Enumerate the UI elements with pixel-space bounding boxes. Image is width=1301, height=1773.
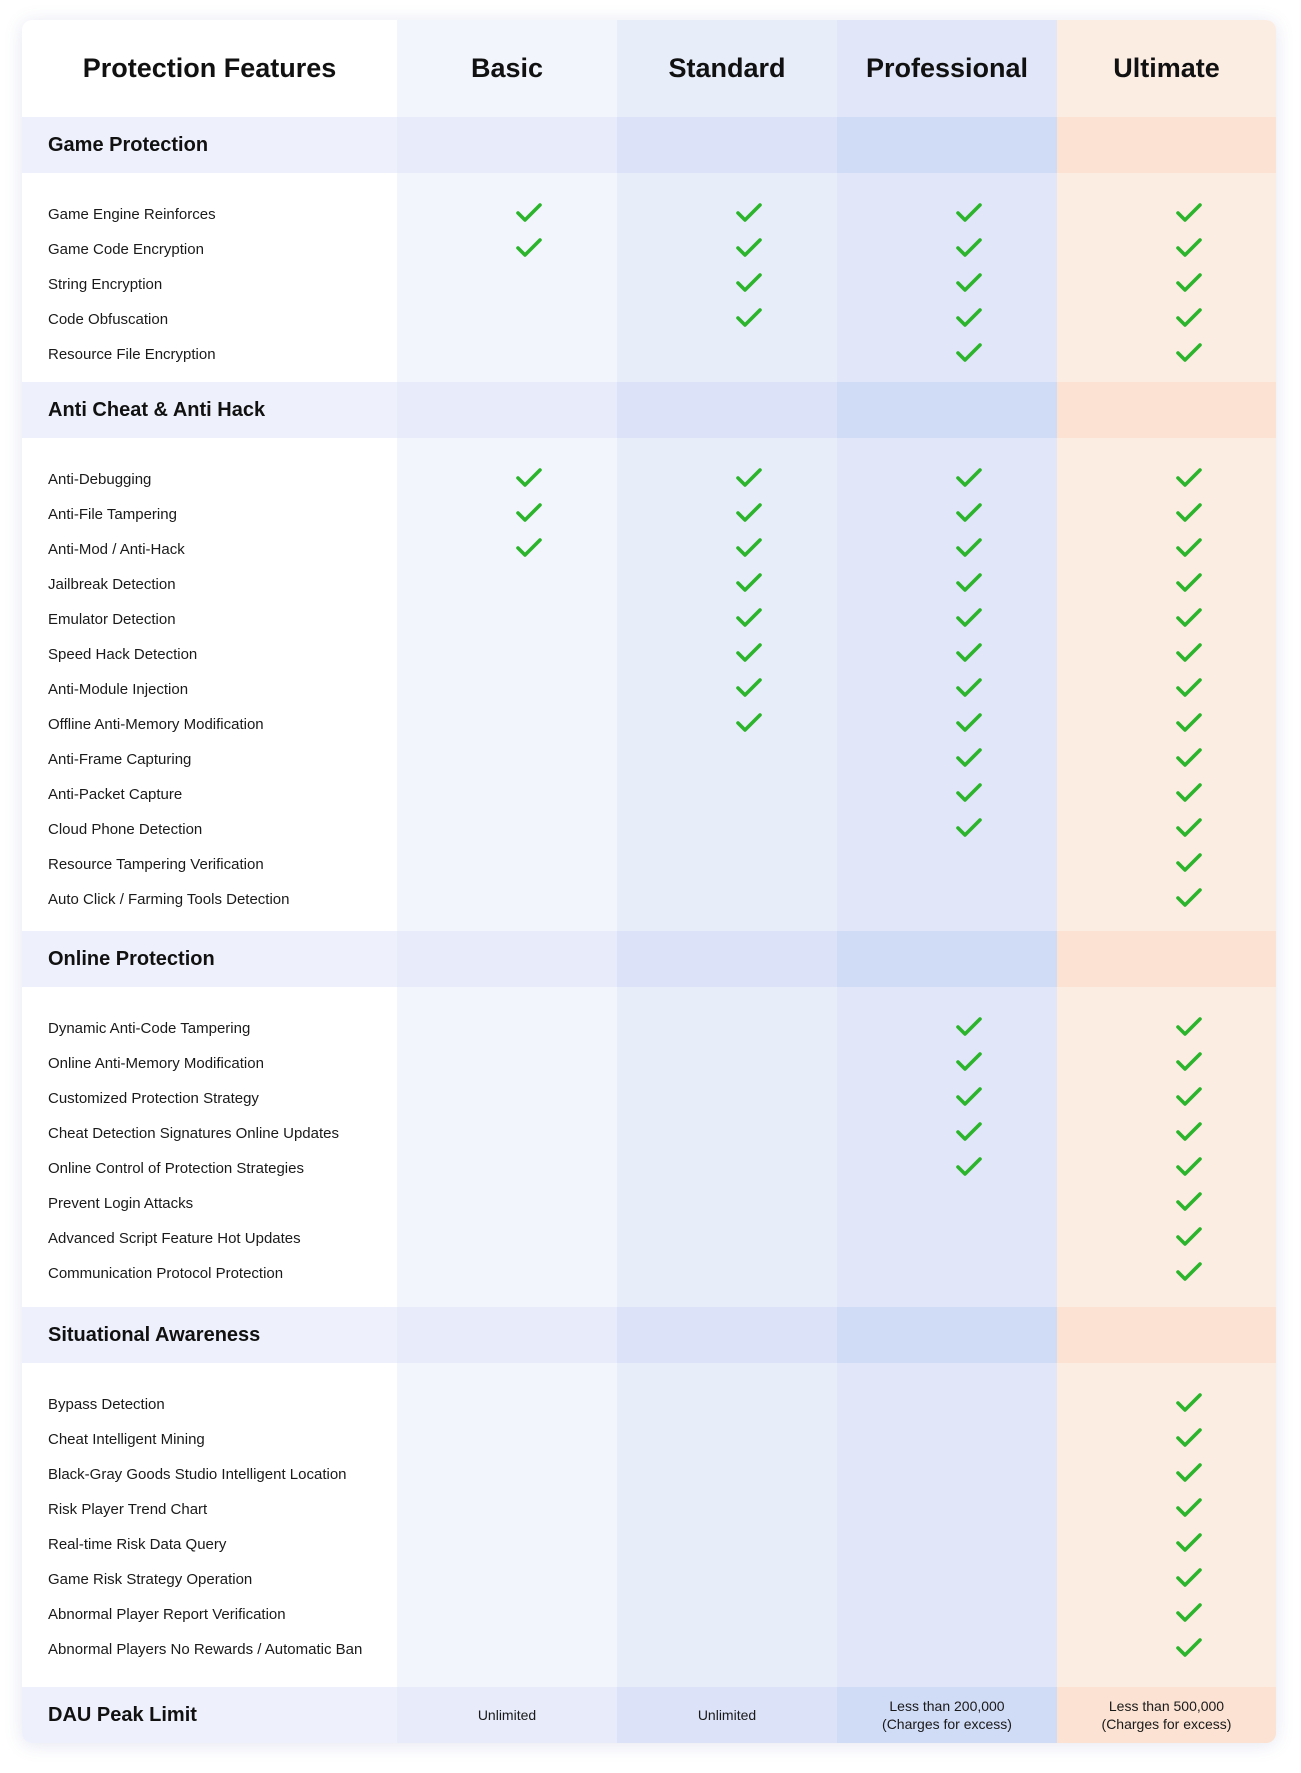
feature-label: Anti-File Tampering: [48, 506, 177, 523]
checkmark-icon-standard: [736, 642, 762, 664]
checkmark-icon-ultimate: [1176, 712, 1202, 734]
feature-row: [22, 742, 1276, 777]
checkmark-icon-standard: [736, 712, 762, 734]
checkmark-icon-ultimate: [1176, 852, 1202, 874]
checkmark-icon-professional: [956, 747, 982, 769]
checkmark-icon-professional: [956, 677, 982, 699]
feature-row: [22, 497, 1276, 532]
checkmark-icon-professional: [956, 502, 982, 524]
checkmark-icon-professional: [956, 1086, 982, 1108]
checkmark-icon-ultimate: [1176, 1602, 1202, 1624]
feature-row: [22, 462, 1276, 497]
checkmark-icon-standard: [736, 537, 762, 559]
checkmark-icon-ultimate: [1176, 1156, 1202, 1178]
feature-row: [22, 1492, 1276, 1527]
feature-row: [22, 1527, 1276, 1562]
feature-row: [22, 197, 1276, 232]
checkmark-icon-basic: [516, 237, 542, 259]
checkmark-icon-ultimate: [1176, 677, 1202, 699]
section-header-anti-cheat-anti-hack: [22, 382, 1276, 438]
feature-row: [22, 1221, 1276, 1256]
feature-row: [22, 567, 1276, 602]
feature-label: Black-Gray Goods Studio Intelligent Location: [48, 1466, 347, 1483]
section-title: Game Protection: [48, 133, 209, 156]
checkmark-icon-ultimate: [1176, 307, 1202, 329]
feature-row: [22, 1422, 1276, 1457]
checkmark-icon-ultimate: [1176, 1121, 1202, 1143]
checkmark-icon-ultimate: [1176, 1497, 1202, 1519]
feature-row: [22, 637, 1276, 672]
checkmark-icon-ultimate: [1176, 572, 1202, 594]
checkmark-icon-ultimate: [1176, 1086, 1202, 1108]
feature-row: [22, 1387, 1276, 1422]
header-protection-features: Protection Features: [82, 53, 337, 83]
checkmark-icon-ultimate: [1176, 467, 1202, 489]
checkmark-icon-ultimate: [1176, 1226, 1202, 1248]
feature-label: Resource Tampering Verification: [48, 856, 264, 873]
feature-label: Real-time Risk Data Query: [48, 1536, 227, 1553]
checkmark-icon-standard: [736, 502, 762, 524]
dau-professional-line1: Less than 200,000: [889, 1698, 1005, 1714]
feature-label: Risk Player Trend Chart: [48, 1501, 208, 1518]
feature-label: Communication Protocol Protection: [48, 1265, 284, 1282]
header-plan-standard: Standard: [668, 53, 786, 83]
checkmark-icon-professional: [956, 1016, 982, 1038]
checkmark-icon-standard: [736, 607, 762, 629]
feature-row: [22, 602, 1276, 637]
feature-label: Prevent Login Attacks: [48, 1195, 194, 1212]
checkmark-icon-professional: [956, 537, 982, 559]
feature-row: [22, 1186, 1276, 1221]
feature-label: Anti-Packet Capture: [48, 786, 183, 803]
dau-basic-line1: Unlimited: [477, 1707, 537, 1723]
feature-label: Jailbreak Detection: [48, 576, 176, 593]
feature-label: Abnormal Players No Rewards / Automatic Ban: [48, 1641, 363, 1658]
feature-row: [22, 302, 1276, 337]
section-header-online-protection: [22, 931, 1276, 987]
checkmark-icon-standard: [736, 272, 762, 294]
checkmark-icon-standard: [736, 467, 762, 489]
checkmark-icon-ultimate: [1176, 342, 1202, 364]
checkmark-icon-ultimate: [1176, 202, 1202, 224]
checkmark-icon-professional: [956, 712, 982, 734]
section-title: Situational Awareness: [48, 1323, 261, 1346]
feature-row: [22, 1457, 1276, 1492]
feature-label: Anti-Mod / Anti-Hack: [48, 541, 185, 558]
feature-label: Emulator Detection: [48, 611, 176, 628]
checkmark-icon-ultimate: [1176, 1462, 1202, 1484]
section-header-game-protection: [22, 117, 1276, 173]
header-plan-ultimate: Ultimate: [1113, 53, 1220, 83]
feature-label: Advanced Script Feature Hot Updates: [48, 1230, 301, 1247]
checkmark-icon-ultimate: [1176, 502, 1202, 524]
checkmark-icon-professional: [956, 342, 982, 364]
checkmark-icon-professional: [956, 782, 982, 804]
checkmark-icon-professional: [956, 642, 982, 664]
checkmark-icon-standard: [736, 237, 762, 259]
checkmark-icon-professional: [956, 272, 982, 294]
dau-professional: [837, 1687, 1057, 1743]
dau-professional-line2: (Charges for excess): [882, 1716, 1012, 1732]
checkmark-icon-basic: [516, 202, 542, 224]
feature-row: [22, 847, 1276, 882]
checkmark-icon-ultimate: [1176, 537, 1202, 559]
feature-row: [22, 232, 1276, 267]
checkmark-icon-ultimate: [1176, 1016, 1202, 1038]
feature-row: [22, 777, 1276, 812]
checkmark-icon-ultimate: [1176, 887, 1202, 909]
feature-label: Speed Hack Detection: [48, 646, 198, 663]
feature-label: Anti-Frame Capturing: [48, 751, 192, 768]
feature-row: [22, 1081, 1276, 1116]
feature-label: Offline Anti-Memory Modification: [48, 716, 264, 733]
checkmark-icon-professional: [956, 1121, 982, 1143]
feature-label: Cheat Detection Signatures Online Updates: [48, 1125, 340, 1142]
checkmark-icon-standard: [736, 572, 762, 594]
feature-row: [22, 882, 1276, 917]
checkmark-icon-professional: [956, 467, 982, 489]
checkmark-icon-professional: [956, 202, 982, 224]
feature-label: Customized Protection Strategy: [48, 1090, 259, 1107]
section-title: Anti Cheat & Anti Hack: [48, 398, 266, 421]
feature-row: [22, 1562, 1276, 1597]
feature-label: Cloud Phone Detection: [48, 821, 203, 838]
checkmark-icon-ultimate: [1176, 1191, 1202, 1213]
dau-ultimate-line1: Less than 500,000: [1108, 1698, 1225, 1714]
feature-row: [22, 337, 1276, 372]
checkmark-icon-standard: [736, 307, 762, 329]
feature-label: Abnormal Player Report Verification: [48, 1606, 286, 1623]
feature-row: [22, 812, 1276, 847]
feature-row: [22, 1597, 1276, 1632]
checkmark-icon-ultimate: [1176, 1567, 1202, 1589]
feature-row: [22, 1011, 1276, 1046]
checkmark-icon-ultimate: [1176, 237, 1202, 259]
feature-row: [22, 1151, 1276, 1186]
checkmark-icon-ultimate: [1176, 1427, 1202, 1449]
checkmark-icon-basic: [516, 537, 542, 559]
feature-row: [22, 1116, 1276, 1151]
feature-label: String Encryption: [48, 276, 163, 293]
dau-basic: [397, 1687, 617, 1743]
checkmark-icon-ultimate: [1176, 1261, 1202, 1283]
checkmark-icon-ultimate: [1176, 1051, 1202, 1073]
dau-standard-line1: Unlimited: [697, 1707, 757, 1723]
section-title: Online Protection: [48, 947, 215, 970]
feature-row: [22, 1632, 1276, 1667]
checkmark-icon-ultimate: [1176, 782, 1202, 804]
header-plan-basic: Basic: [470, 53, 544, 83]
checkmark-icon-professional: [956, 307, 982, 329]
section-header-situational-awareness: [22, 1307, 1276, 1363]
checkmark-icon-professional: [956, 607, 982, 629]
feature-row: [22, 532, 1276, 567]
checkmark-icon-ultimate: [1176, 1392, 1202, 1414]
feature-label: Online Control of Protection Strategies: [48, 1160, 304, 1177]
feature-label: Auto Click / Farming Tools Detection: [48, 891, 290, 908]
dau-standard: [617, 1687, 837, 1743]
feature-row: [22, 1256, 1276, 1291]
checkmark-icon-ultimate: [1176, 817, 1202, 839]
checkmark-icon-professional: [956, 237, 982, 259]
feature-label: Game Risk Strategy Operation: [48, 1571, 253, 1588]
feature-row: [22, 267, 1276, 302]
feature-label: Cheat Intelligent Mining: [48, 1431, 205, 1448]
feature-label: Anti-Debugging: [48, 471, 152, 488]
feature-row: [22, 672, 1276, 707]
feature-label: Resource File Encryption: [48, 346, 216, 363]
checkmark-icon-ultimate: [1176, 642, 1202, 664]
feature-label: Online Anti-Memory Modification: [48, 1055, 264, 1072]
pricing-comparison-table: [22, 20, 1276, 1743]
feature-label: Anti-Module Injection: [48, 681, 189, 698]
dau-peak-limit-title: DAU Peak Limit: [48, 1703, 197, 1726]
checkmark-icon-professional: [956, 1051, 982, 1073]
header-plan-professional: Professional: [865, 53, 1029, 83]
feature-row: [22, 1046, 1276, 1081]
checkmark-icon-ultimate: [1176, 1532, 1202, 1554]
checkmark-icon-basic: [516, 502, 542, 524]
dau-ultimate-line2: (Charges for excess): [1101, 1716, 1232, 1732]
checkmark-icon-professional: [956, 817, 982, 839]
feature-row: [22, 707, 1276, 742]
checkmark-icon-professional: [956, 1156, 982, 1178]
feature-label: Game Engine Reinforces: [48, 206, 216, 223]
checkmark-icon-ultimate: [1176, 747, 1202, 769]
checkmark-icon-standard: [736, 202, 762, 224]
checkmark-icon-basic: [516, 467, 542, 489]
dau-peak-limit-row: [22, 1687, 1276, 1743]
feature-label: Game Code Encryption: [48, 241, 204, 258]
checkmark-icon-ultimate: [1176, 272, 1202, 294]
checkmark-icon-ultimate: [1176, 607, 1202, 629]
dau-ultimate: [1057, 1687, 1276, 1743]
feature-label: Bypass Detection: [48, 1396, 165, 1413]
checkmark-icon-standard: [736, 677, 762, 699]
checkmark-icon-professional: [956, 572, 982, 594]
feature-label: Code Obfuscation: [48, 311, 169, 328]
checkmark-icon-ultimate: [1176, 1637, 1202, 1659]
feature-label: Dynamic Anti-Code Tampering: [48, 1020, 251, 1037]
